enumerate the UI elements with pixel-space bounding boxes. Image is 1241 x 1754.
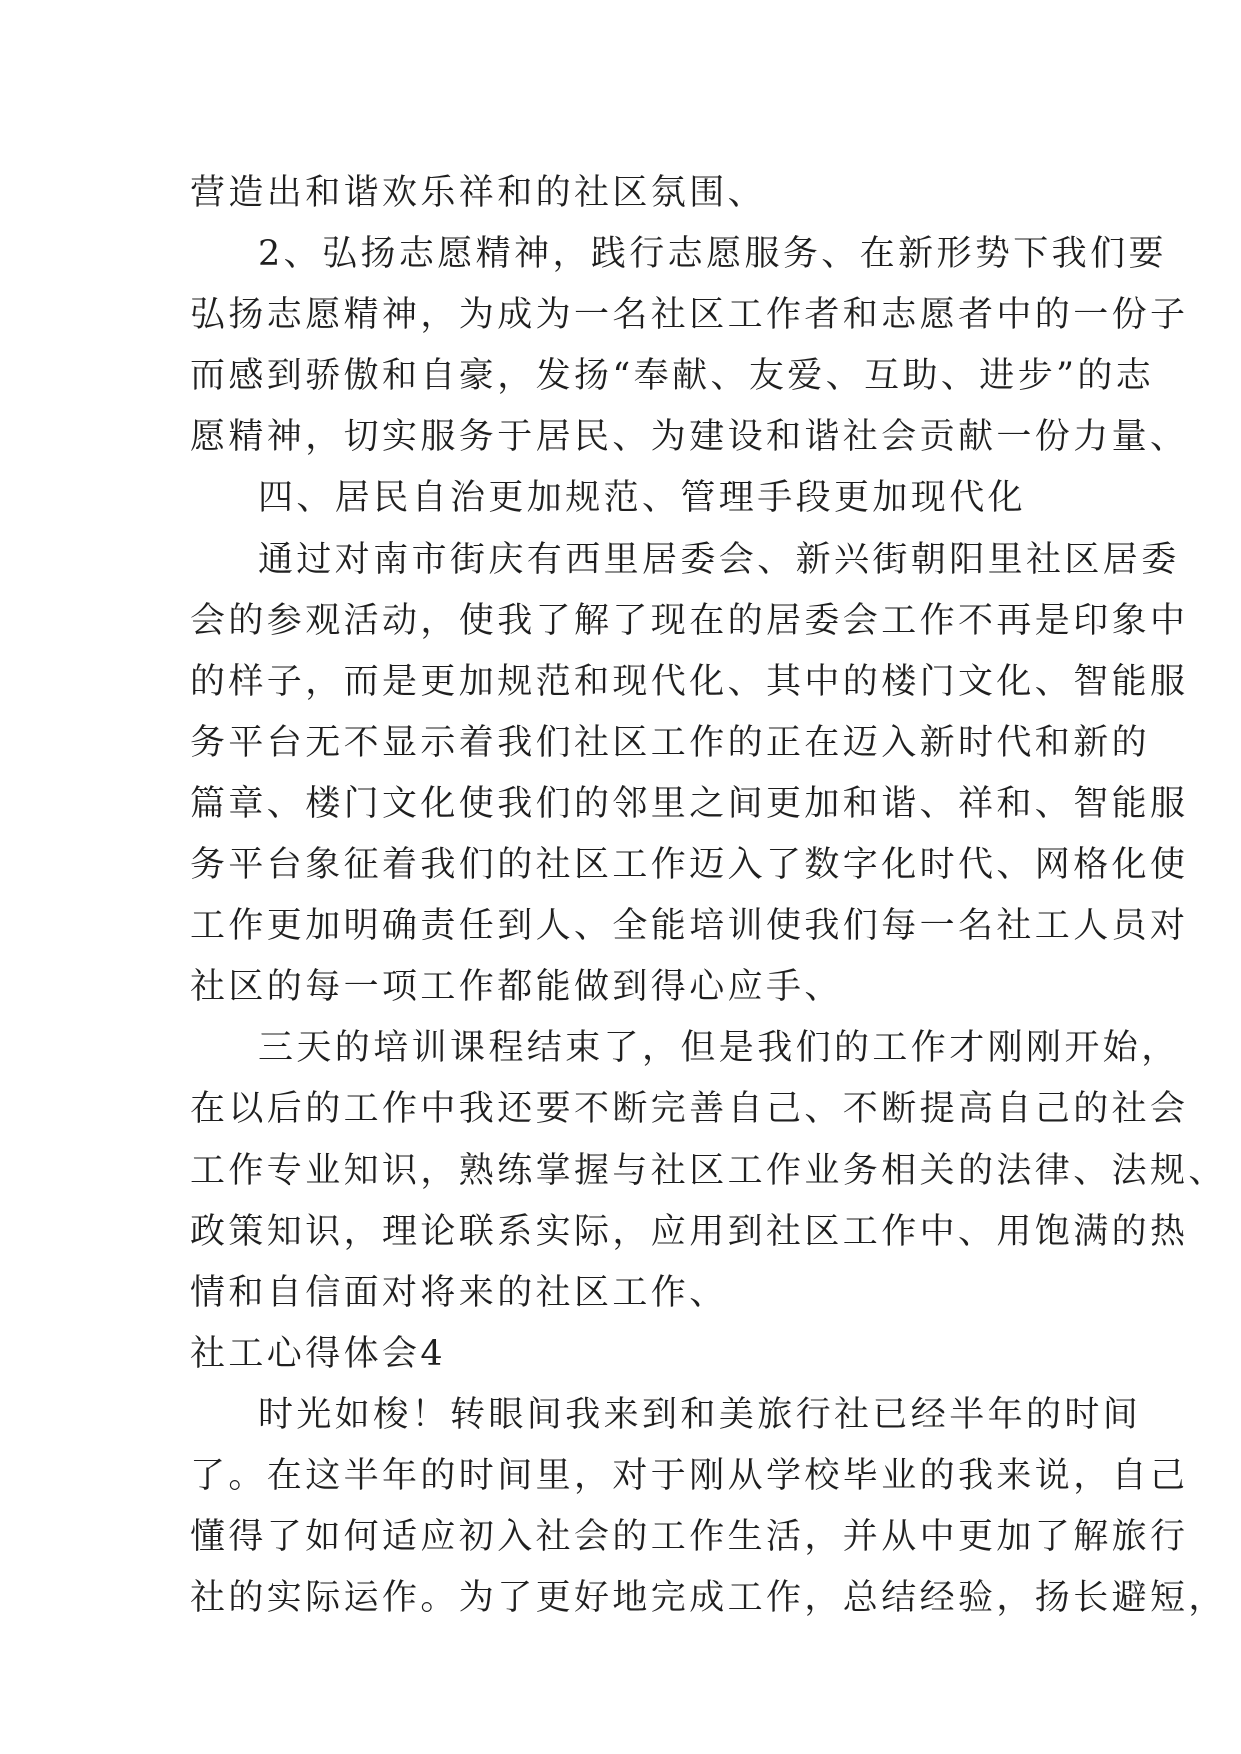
text-line: 在以后的工作中我还要不断完善自己、不断提高自己的社会 [190,1089,1189,1130]
text-line: 2、弘扬志愿精神，践行志愿服务、在新形势下我们要 [258,234,1167,275]
text-line: 弘扬志愿精神，为成为一名社区工作者和志愿者中的一份子 [190,295,1189,336]
text-line: 工作更加明确责任到人、全能培训使我们每一名社工人员对 [190,906,1189,947]
text-line: 通过对南市街庆有西里居委会、新兴街朝阳里社区居委 [258,539,1180,580]
text-line: 社区的每一项工作都能做到得心应手、 [190,967,843,1008]
text-line: 工作专业知识，熟练掌握与社区工作业务相关的法律、法规、 [190,1150,1227,1191]
body-text [190,163,1227,1629]
text-line: 营造出和谐欢乐祥和的社区氛围、 [190,173,767,213]
text-line: 的样子，而是更加规范和现代化、其中的楼门文化、智能服 [190,661,1189,702]
text-line: 务平台无不显示着我们社区工作的正在迈入新时代和新的 [190,722,1151,763]
text-line: 情和自信面对将来的社区工作、 [190,1272,728,1313]
text-line: 会的参观活动，使我了解了现在的居委会工作不再是印象中 [190,600,1189,641]
text-line: 愿精神，切实服务于居民、为建设和谐社会贡献一份力量、 [190,417,1189,458]
text-line: 了。在这半年的时间里，对于刚从学校毕业的我来说，自己 [190,1455,1189,1496]
text-line: 懂得了如何适应初入社会的工作生活，并从中更加了解旅行 [190,1517,1189,1558]
article-title: 社工心得体会4 [190,1333,447,1374]
text-line: 政策知识，理论联系实际，应用到社区工作中、用饱满的热 [190,1211,1189,1252]
text-line: 社的实际运作。为了更好地完成工作，总结经验，扬长避短， [190,1578,1227,1619]
text-line: 篇章、楼门文化使我们的邻里之间更加和谐、祥和、智能服 [190,783,1189,824]
text-line: 而感到骄傲和自豪，发扬“奉献、友爱、互助、进步”的志 [190,356,1155,397]
text-line: 务平台象征着我们的社区工作迈入了数字化时代、网格化使 [190,845,1189,886]
section-heading: 四、居民自治更加规范、管理手段更加现代化 [258,478,1027,519]
text-line: 时光如梭！转眼间我来到和美旅行社已经半年的时间 [258,1394,1142,1435]
text-line: 三天的培训课程结束了，但是我们的工作才刚刚开始， [258,1028,1180,1069]
